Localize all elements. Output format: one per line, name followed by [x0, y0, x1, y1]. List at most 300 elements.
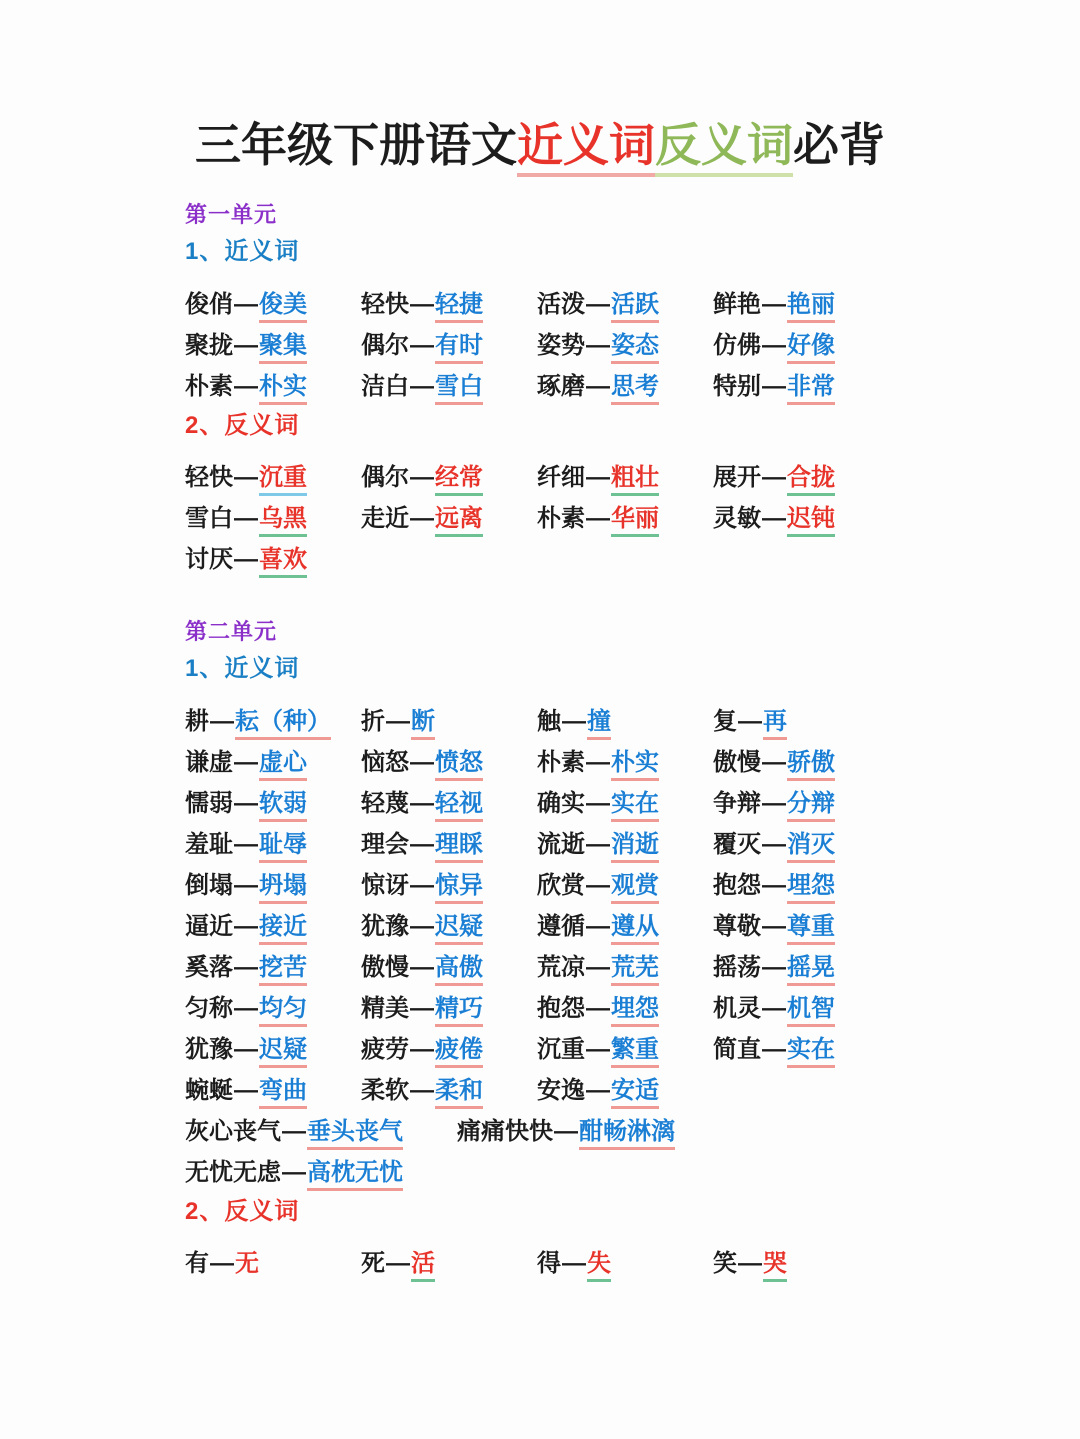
word-pair	[361, 709, 537, 734]
pair-dash: —	[762, 830, 786, 858]
pair-dash: —	[234, 463, 258, 491]
pair-dash: —	[738, 707, 762, 735]
pair-dash: —	[234, 789, 258, 817]
word-pair	[457, 1119, 757, 1144]
word-answer: 迟钝	[787, 505, 835, 537]
word-prompt: 鲜艳	[713, 290, 761, 318]
word-pair-grid	[185, 276, 1060, 399]
pair-dash: —	[234, 830, 258, 858]
pair-dash: —	[410, 953, 434, 981]
title-antonym-word: 反义词	[655, 118, 793, 177]
pair-dash: —	[210, 707, 234, 735]
pair-dash: —	[410, 994, 434, 1022]
word-answer: 埋怨	[787, 872, 835, 904]
pair-dash: —	[234, 994, 258, 1022]
word-answer: 耻辱	[259, 831, 307, 863]
word-pair-grid	[185, 1235, 1060, 1276]
word-pair	[185, 955, 361, 980]
word-pair	[185, 374, 361, 399]
pair-dash: —	[410, 463, 434, 491]
word-pair	[713, 292, 889, 317]
word-answer: 分辩	[787, 790, 835, 822]
pair-dash: —	[562, 1249, 586, 1277]
word-answer: 失	[587, 1250, 611, 1282]
pair-dash: —	[282, 1117, 306, 1145]
synonym-section-heading: 1、近义词	[185, 655, 300, 683]
word-pair	[361, 333, 537, 358]
word-answer: 轻捷	[435, 291, 483, 323]
word-prompt: 灰心丧气	[185, 1117, 281, 1145]
pair-dash: —	[386, 1249, 410, 1277]
word-pair	[185, 709, 361, 734]
word-pair	[713, 374, 889, 399]
word-pair	[713, 750, 889, 775]
word-prompt: 逼近	[185, 912, 233, 940]
word-answer: 非常	[787, 373, 835, 405]
word-prompt: 耕	[185, 707, 209, 735]
word-answer: 坍塌	[259, 872, 307, 904]
word-pair	[537, 1251, 713, 1276]
synonym-section-heading: 1、近义词	[185, 238, 300, 266]
word-pair	[361, 1251, 537, 1276]
word-pair	[537, 292, 713, 317]
pair-dash: —	[562, 707, 586, 735]
word-pair	[361, 955, 537, 980]
pair-dash: —	[586, 748, 610, 776]
word-answer: 实在	[611, 790, 659, 822]
pair-dash: —	[762, 912, 786, 940]
word-prompt: 奚落	[185, 953, 233, 981]
word-pair	[361, 873, 537, 898]
word-prompt: 洁白	[361, 372, 409, 400]
word-pair-row	[185, 1021, 1060, 1062]
word-pair	[713, 914, 889, 939]
word-pair	[537, 1078, 713, 1103]
pair-dash: —	[762, 789, 786, 817]
word-pair	[537, 333, 713, 358]
word-answer: 远离	[435, 505, 483, 537]
word-pair	[713, 1037, 889, 1062]
word-pair-row	[185, 449, 1060, 490]
word-prompt: 遵循	[537, 912, 585, 940]
word-prompt: 摇荡	[713, 953, 761, 981]
word-pair	[537, 914, 713, 939]
word-prompt: 蜿蜒	[185, 1076, 233, 1104]
word-pair	[185, 333, 361, 358]
pair-dash: —	[234, 372, 258, 400]
word-prompt: 争辩	[713, 789, 761, 817]
word-answer: 合拢	[787, 464, 835, 496]
title-synonym-word: 近义词	[517, 118, 655, 177]
word-answer: 高枕无忧	[307, 1159, 403, 1191]
word-prompt: 轻快	[361, 290, 409, 318]
word-answer: 乌黑	[259, 505, 307, 537]
pair-dash: —	[762, 994, 786, 1022]
word-answer: 机智	[787, 995, 835, 1027]
word-answer: 粗壮	[611, 464, 659, 496]
word-pair	[185, 465, 361, 490]
pair-dash: —	[234, 871, 258, 899]
pair-dash: —	[738, 1249, 762, 1277]
word-pair	[185, 996, 361, 1021]
word-answer: 撞	[587, 708, 611, 740]
word-answer: 轻视	[435, 790, 483, 822]
word-answer: 朴实	[611, 749, 659, 781]
word-prompt: 犹豫	[361, 912, 409, 940]
word-prompt: 特别	[713, 372, 761, 400]
word-pair-row	[185, 775, 1060, 816]
word-answer: 酣畅淋漓	[579, 1118, 675, 1150]
word-prompt: 犹豫	[185, 1035, 233, 1063]
pair-dash: —	[410, 830, 434, 858]
word-answer: 有时	[435, 332, 483, 364]
word-prompt: 覆灭	[713, 830, 761, 858]
word-prompt: 理会	[361, 830, 409, 858]
word-answer: 理睬	[435, 831, 483, 863]
word-prompt: 惊讶	[361, 871, 409, 899]
word-prompt: 仿佛	[713, 331, 761, 359]
word-prompt: 谦虚	[185, 748, 233, 776]
word-answer: 均匀	[259, 995, 307, 1027]
word-pair	[185, 547, 361, 572]
word-pair-row	[185, 276, 1060, 317]
title-suffix: 必背	[793, 119, 885, 171]
word-answer: 垂头丧气	[307, 1118, 403, 1150]
pair-dash: —	[410, 504, 434, 532]
word-answer: 聚集	[259, 332, 307, 364]
word-pair	[713, 996, 889, 1021]
pair-dash: —	[762, 504, 786, 532]
word-answer: 荒芜	[611, 954, 659, 986]
pair-dash: —	[762, 290, 786, 318]
word-prompt: 触	[537, 707, 561, 735]
word-prompt: 轻蔑	[361, 789, 409, 817]
word-prompt: 懦弱	[185, 789, 233, 817]
word-answer: 观赏	[611, 872, 659, 904]
word-answer: 姿态	[611, 332, 659, 364]
word-pair-row	[185, 490, 1060, 531]
word-pair-row	[185, 898, 1060, 939]
word-prompt: 抱怨	[537, 994, 585, 1022]
word-prompt: 俊俏	[185, 290, 233, 318]
word-prompt: 走近	[361, 504, 409, 532]
pair-dash: —	[762, 463, 786, 491]
word-pair-row	[185, 980, 1060, 1021]
word-answer: 惊异	[435, 872, 483, 904]
word-pair-row	[185, 734, 1060, 775]
unit-heading: 第二单元	[185, 619, 278, 645]
word-answer: 喜欢	[259, 546, 307, 578]
word-pair-grid	[185, 693, 1060, 1185]
pair-dash: —	[234, 545, 258, 573]
word-pair	[713, 709, 889, 734]
word-prompt: 恼怒	[361, 748, 409, 776]
document-content	[0, 203, 1080, 1276]
word-pair-row	[185, 358, 1060, 399]
word-answer: 尊重	[787, 913, 835, 945]
word-pair	[537, 709, 713, 734]
word-pair	[361, 465, 537, 490]
word-prompt: 笑	[713, 1249, 737, 1277]
word-prompt: 傲慢	[361, 953, 409, 981]
pair-dash: —	[586, 912, 610, 940]
word-pair-row	[185, 939, 1060, 980]
pair-dash: —	[234, 331, 258, 359]
word-answer: 疲倦	[435, 1036, 483, 1068]
word-answer: 安适	[611, 1077, 659, 1109]
word-prompt: 倒塌	[185, 871, 233, 899]
word-answer: 摇晃	[787, 954, 835, 986]
pair-dash: —	[410, 1076, 434, 1104]
word-prompt: 灵敏	[713, 504, 761, 532]
unit-heading: 第一单元	[185, 202, 278, 228]
antonym-section-heading: 2、反义词	[185, 1197, 300, 1225]
word-pair	[537, 506, 713, 531]
word-answer: 俊美	[259, 291, 307, 323]
pair-dash: —	[410, 912, 434, 940]
word-answer: 迟疑	[435, 913, 483, 945]
word-pair-row	[185, 857, 1060, 898]
word-pair	[185, 506, 361, 531]
word-prompt: 精美	[361, 994, 409, 1022]
word-pair	[713, 1251, 889, 1276]
word-pair	[185, 750, 361, 775]
word-pair	[713, 506, 889, 531]
word-pair-grid	[185, 449, 1060, 572]
pair-dash: —	[554, 1117, 578, 1145]
word-answer: 雪白	[435, 373, 483, 405]
pair-dash: —	[586, 1076, 610, 1104]
pair-dash: —	[762, 331, 786, 359]
pair-dash: —	[586, 994, 610, 1022]
word-prompt: 朴素	[537, 748, 585, 776]
word-answer: 经常	[435, 464, 483, 496]
word-prompt: 纤细	[537, 463, 585, 491]
word-prompt: 流逝	[537, 830, 585, 858]
pair-dash: —	[586, 789, 610, 817]
word-answer: 艳丽	[787, 291, 835, 323]
word-answer: 挖苦	[259, 954, 307, 986]
word-pair	[361, 914, 537, 939]
pair-dash: —	[762, 372, 786, 400]
word-answer: 活跃	[611, 291, 659, 323]
word-answer: 迟疑	[259, 1036, 307, 1068]
word-pair	[713, 873, 889, 898]
word-pair	[185, 1119, 457, 1144]
word-prompt: 琢磨	[537, 372, 585, 400]
pair-dash: —	[386, 707, 410, 735]
word-pair	[361, 791, 537, 816]
word-prompt: 简直	[713, 1035, 761, 1063]
word-pair	[185, 832, 361, 857]
word-pair	[537, 996, 713, 1021]
word-answer: 沉重	[259, 464, 307, 496]
word-pair-row	[185, 816, 1060, 857]
word-answer: 骄傲	[787, 749, 835, 781]
word-pair-row	[185, 1235, 1060, 1276]
pair-dash: —	[234, 1076, 258, 1104]
word-answer: 耘（种）	[235, 708, 331, 740]
word-answer: 再	[763, 708, 787, 740]
word-answer: 遵从	[611, 913, 659, 945]
pair-dash: —	[586, 372, 610, 400]
pair-dash: —	[234, 504, 258, 532]
pair-dash: —	[410, 372, 434, 400]
word-pair	[185, 873, 361, 898]
word-prompt: 朴素	[537, 504, 585, 532]
word-pair	[713, 832, 889, 857]
word-prompt: 活泼	[537, 290, 585, 318]
word-pair	[537, 873, 713, 898]
pair-dash: —	[210, 1249, 234, 1277]
pair-dash: —	[762, 748, 786, 776]
word-prompt: 轻快	[185, 463, 233, 491]
word-pair	[537, 791, 713, 816]
word-pair	[185, 914, 361, 939]
word-pair	[185, 1078, 361, 1103]
word-pair-row	[185, 317, 1060, 358]
word-prompt: 无忧无虑	[185, 1158, 281, 1186]
pair-dash: —	[586, 953, 610, 981]
page-title	[0, 0, 1080, 177]
word-answer: 好像	[787, 332, 835, 364]
word-pair	[713, 333, 889, 358]
word-pair-row	[185, 693, 1060, 734]
word-pair	[713, 955, 889, 980]
word-prompt: 雪白	[185, 504, 233, 532]
word-prompt: 匀称	[185, 994, 233, 1022]
word-answer: 无	[235, 1249, 259, 1277]
word-pair	[361, 832, 537, 857]
pair-dash: —	[762, 871, 786, 899]
word-pair	[537, 374, 713, 399]
pair-dash: —	[410, 331, 434, 359]
word-answer: 接近	[259, 913, 307, 945]
pair-dash: —	[410, 290, 434, 318]
idiom-pair-row	[185, 1103, 1060, 1144]
pair-dash: —	[586, 830, 610, 858]
pair-dash: —	[762, 1035, 786, 1063]
word-prompt: 荒凉	[537, 953, 585, 981]
pair-dash: —	[410, 871, 434, 899]
word-answer: 华丽	[611, 505, 659, 537]
word-prompt: 姿势	[537, 331, 585, 359]
pair-dash: —	[762, 953, 786, 981]
word-answer: 弯曲	[259, 1077, 307, 1109]
word-answer: 虚心	[259, 749, 307, 781]
pair-dash: —	[586, 871, 610, 899]
pair-dash: —	[586, 1035, 610, 1063]
word-answer: 活	[411, 1250, 435, 1282]
pair-dash: —	[282, 1158, 306, 1186]
title-prefix: 三年级下册语文	[195, 119, 517, 171]
word-prompt: 得	[537, 1249, 561, 1277]
word-prompt: 偶尔	[361, 463, 409, 491]
word-pair	[361, 506, 537, 531]
word-answer: 消逝	[611, 831, 659, 863]
pair-dash: —	[586, 290, 610, 318]
word-pair	[185, 1037, 361, 1062]
pair-dash: —	[234, 912, 258, 940]
word-pair	[185, 1251, 361, 1276]
word-prompt: 讨厌	[185, 545, 233, 573]
word-prompt: 痛痛快快	[457, 1117, 553, 1145]
word-pair	[361, 1078, 537, 1103]
word-pair	[361, 292, 537, 317]
word-prompt: 有	[185, 1249, 209, 1277]
pair-dash: —	[586, 463, 610, 491]
word-prompt: 聚拢	[185, 331, 233, 359]
pair-dash: —	[586, 331, 610, 359]
pair-dash: —	[586, 504, 610, 532]
word-pair	[361, 996, 537, 1021]
word-answer: 断	[411, 708, 435, 740]
word-answer: 朴实	[259, 373, 307, 405]
word-pair	[537, 750, 713, 775]
word-answer: 思考	[611, 373, 659, 405]
word-prompt: 死	[361, 1249, 385, 1277]
word-pair	[185, 791, 361, 816]
pair-dash: —	[234, 290, 258, 318]
word-pair	[537, 832, 713, 857]
word-answer: 愤怒	[435, 749, 483, 781]
word-answer: 消灭	[787, 831, 835, 863]
word-prompt: 羞耻	[185, 830, 233, 858]
word-pair	[713, 465, 889, 490]
word-answer: 高傲	[435, 954, 483, 986]
word-prompt: 折	[361, 707, 385, 735]
word-pair	[537, 1037, 713, 1062]
word-prompt: 朴素	[185, 372, 233, 400]
pair-dash: —	[234, 748, 258, 776]
pair-dash: —	[234, 953, 258, 981]
word-prompt: 欣赏	[537, 871, 585, 899]
word-prompt: 复	[713, 707, 737, 735]
word-pair	[537, 955, 713, 980]
word-prompt: 展开	[713, 463, 761, 491]
pair-dash: —	[234, 1035, 258, 1063]
pair-dash: —	[410, 1035, 434, 1063]
word-answer: 实在	[787, 1036, 835, 1068]
word-answer: 哭	[763, 1250, 787, 1282]
word-prompt: 疲劳	[361, 1035, 409, 1063]
word-pair	[185, 292, 361, 317]
word-answer: 精巧	[435, 995, 483, 1027]
word-prompt: 尊敬	[713, 912, 761, 940]
word-prompt: 沉重	[537, 1035, 585, 1063]
word-pair	[537, 465, 713, 490]
pair-dash: —	[410, 789, 434, 817]
word-pair	[185, 1160, 457, 1185]
word-pair	[361, 374, 537, 399]
word-pair	[361, 1037, 537, 1062]
word-answer: 柔和	[435, 1077, 483, 1109]
word-pair-row	[185, 1062, 1060, 1103]
word-pair-row	[185, 531, 1060, 572]
word-pair	[713, 791, 889, 816]
word-answer: 埋怨	[611, 995, 659, 1027]
word-pair	[361, 750, 537, 775]
word-prompt: 抱怨	[713, 871, 761, 899]
word-prompt: 柔软	[361, 1076, 409, 1104]
unit-spacer	[185, 572, 1060, 620]
word-answer: 软弱	[259, 790, 307, 822]
word-prompt: 确实	[537, 789, 585, 817]
word-prompt: 偶尔	[361, 331, 409, 359]
idiom-pair-row	[185, 1144, 1060, 1185]
word-prompt: 傲慢	[713, 748, 761, 776]
word-prompt: 安逸	[537, 1076, 585, 1104]
